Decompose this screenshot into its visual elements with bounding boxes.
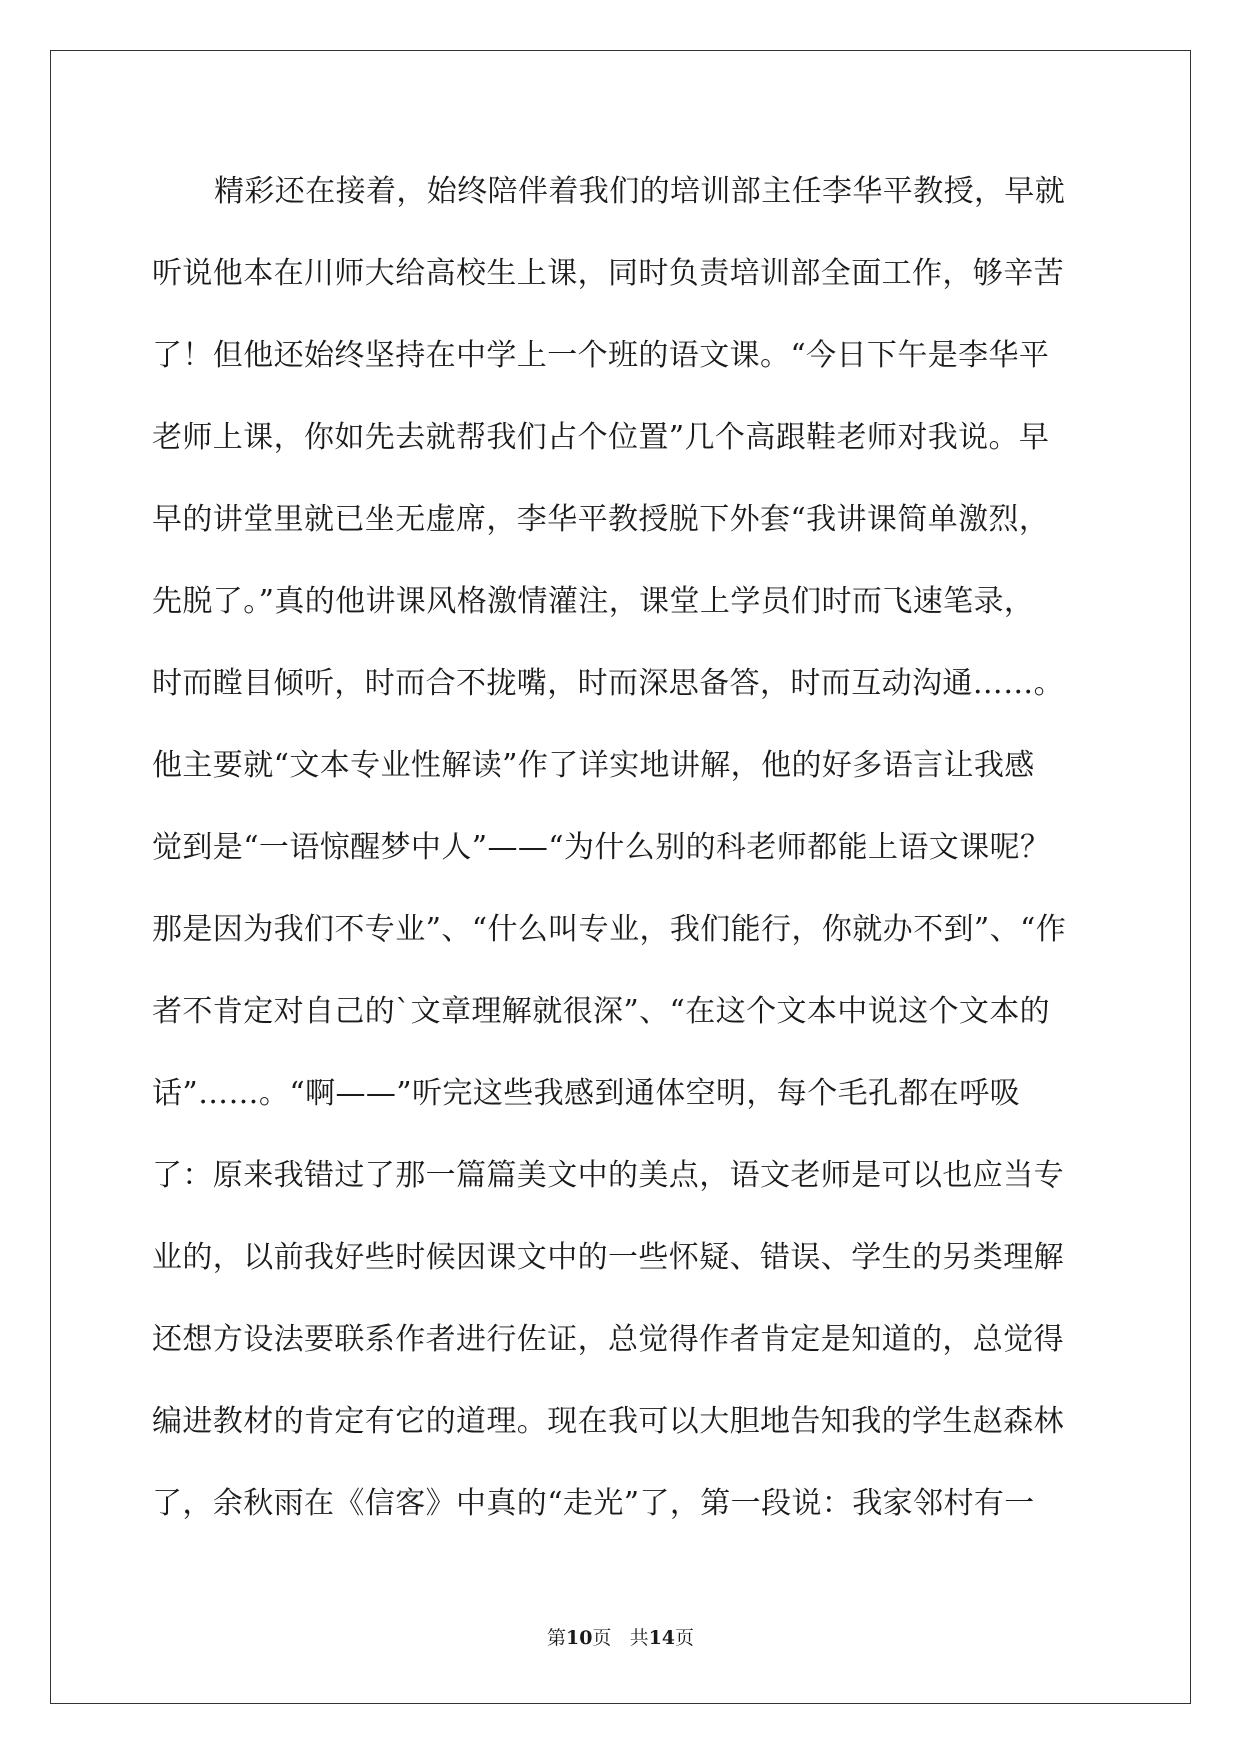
text-line: 他主要就“文本专业性解读”作了详实地讲解，他的好多语言让我感 [152, 748, 1035, 783]
text-line: 先脱了。”真的他讲课风格激情灌注，课堂上学员们时而飞速笔录， [152, 584, 1035, 619]
page-number: 10 [565, 1627, 593, 1649]
total-suffix: 页 [675, 1627, 695, 1649]
total-prefix: 共 [629, 1627, 649, 1649]
text-line: 精彩还在接着，始终陪伴着我们的培训部主任李华平教授，早就 [214, 174, 1066, 209]
page-prefix: 第 [546, 1627, 566, 1649]
text-line: 话”……。“啊——”听完这些我感到通体空明，每个毛孔都在呼吸 [152, 1076, 1021, 1111]
text-line: 了，余秋雨在《信客》中真的“走光”了，第一段说：我家邻村有一 [152, 1486, 1035, 1521]
text-line: 早的讲堂里就已坐无虚席，李华平教授脱下外套“我讲课简单激烈， [152, 502, 1050, 537]
text-line: 业的，以前我好些时候因课文中的一些怀疑、错误、学生的另类理解 [152, 1240, 1064, 1275]
text-line: 者不肯定对自己的`文章理解就很深”、“在这个文本中说这个文本的 [152, 994, 1051, 1029]
text-line: 听说他本在川师大给高校生上课，同时负责培训部全面工作，够辛苦 [152, 256, 1064, 291]
page-suffix: 页 [592, 1627, 612, 1649]
text-line: 了：原来我错过了那一篇篇美文中的美点，语文老师是可以也应当专 [152, 1158, 1064, 1193]
text-line: 编进教材的肯定有它的道理。现在我可以大胆地告知我的学生赵森林 [152, 1404, 1064, 1439]
page-footer [0, 1624, 1241, 1652]
text-line: 还想方设法要联系作者进行佐证，总觉得作者肯定是知道的，总觉得 [152, 1322, 1064, 1357]
text-line: 时而瞠目倾听，时而合不拢嘴，时而深思备答，时而互动沟通……。 [152, 666, 1064, 701]
body-text [152, 165, 1082, 1559]
text-line: 觉到是“一语惊醒梦中人”——“为什么别的科老师都能上语文课呢？ [152, 830, 1051, 865]
text-line: 老师上课，你如先去就帮我们占个位置”几个高跟鞋老师对我说。早 [152, 420, 1050, 455]
total-pages: 14 [648, 1627, 676, 1649]
text-line: 那是因为我们不专业”、“什么叫专业，我们能行，你就办不到”、“作 [152, 912, 1067, 947]
text-line: 了！但他还始终坚持在中学上一个班的语文课。“今日下午是李华平 [152, 338, 1050, 373]
